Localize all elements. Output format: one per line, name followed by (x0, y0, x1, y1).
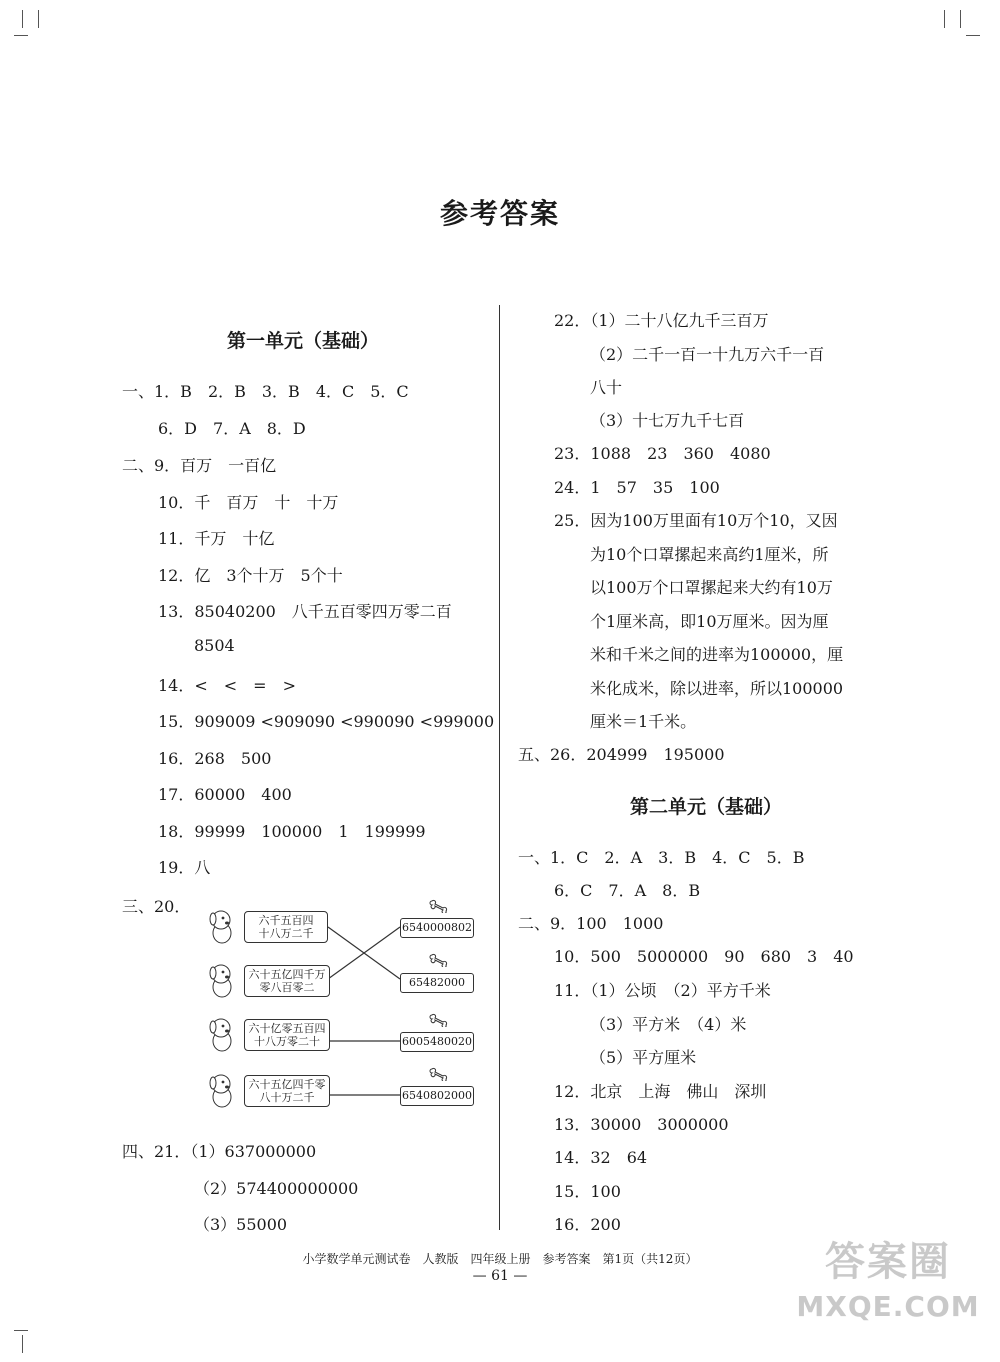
answer-line: 16．200 (554, 1215, 621, 1234)
answer-line: 14．32 64 (554, 1148, 648, 1167)
number-words-box: 六十五亿四千零 八十万二千 (244, 1075, 330, 1107)
answer-line: 个1厘米高，即10万厘米。因为厘 (590, 612, 829, 631)
crop-mark (960, 10, 961, 28)
answer-line: 23．1088 23 360 4080 (554, 444, 771, 463)
number-box: 6540802000 (400, 1086, 474, 1106)
number-words-box: 六千五百四 十八万二千 (244, 911, 328, 943)
crop-mark (38, 10, 39, 28)
answer-line: 一、1．C 2．A 3．B 4．C 5．B (518, 848, 805, 867)
answer-line: 22．（1）二十八亿九千三百万 (554, 311, 769, 330)
answer-line: 14．< < = > (158, 676, 296, 695)
answer-line: 一、1．B 2．B 3．B 4．C 5．C (122, 382, 409, 401)
answer-line: 12．北京 上海 佛山 深圳 (554, 1082, 767, 1101)
answer-line: 米和千米之间的进率为100000，厘 (590, 645, 844, 664)
column-divider (499, 305, 500, 1230)
answer-line: 6．C 7．A 8．B (554, 881, 701, 900)
unit2-title: 第二单元（基础） (629, 796, 782, 818)
answer-line: 10．500 5000000 90 680 3 40 (554, 947, 854, 966)
answer-line: 25．因为100万里面有10万个10，又因 (554, 511, 838, 530)
crop-mark (22, 10, 23, 28)
answer-line: 19．八 (158, 858, 211, 877)
crop-mark (944, 10, 945, 28)
matching-figure (200, 893, 490, 1123)
answer-line: 17．60000 400 (158, 785, 292, 804)
answer-line: 8504 (194, 636, 235, 655)
answer-line: 以100万个口罩摞起来大约有10万 (590, 578, 833, 597)
answer-line: 15．909009 <909090 <990090 <999000 (158, 712, 495, 731)
answer-line: 15．100 (554, 1182, 621, 1201)
crop-mark (14, 1330, 28, 1331)
answer-line: 二、9．百万 一百亿 (122, 456, 277, 475)
crop-mark (966, 35, 980, 36)
unit1-title: 第一单元（基础） (226, 330, 379, 352)
bone-icon (428, 1013, 450, 1027)
answer-line: 16．268 500 (158, 749, 272, 768)
dog-icon (206, 909, 238, 945)
answer-line: 厘米＝1千米。 (590, 712, 697, 731)
answer-line: 米化成米，除以进率，所以100000 (590, 679, 844, 698)
answer-line: 八十 (590, 378, 623, 397)
crop-mark (22, 1335, 23, 1353)
answer-line: 6．D 7．A 8．D (158, 419, 306, 438)
answer-line: 二、9．100 1000 (518, 914, 664, 933)
answer-line: 四、21．（1）637000000 (122, 1142, 317, 1161)
answer-line: 18．99999 100000 1 199999 (158, 822, 426, 841)
answer-line: 三、20． (122, 897, 191, 916)
crop-mark (14, 35, 28, 36)
dog-icon (206, 963, 238, 999)
bone-icon (428, 899, 450, 913)
number-box: 6005480020 (400, 1032, 474, 1052)
number-box: 6540000802 (400, 918, 474, 938)
page-number: — 61 — (472, 1268, 528, 1284)
bone-icon (428, 1067, 450, 1081)
page-footer: 小学数学单元测试卷 人教版 四年级上册 参考答案 第1页（共12页） (302, 1252, 698, 1266)
answer-line: 11．千万 十亿 (158, 529, 275, 548)
page-title: 参考答案 (439, 197, 560, 230)
answer-line: 五、26．204999 195000 (518, 745, 725, 764)
number-words-box: 六十五亿四千万 零八百零二 (244, 965, 330, 997)
answer-line: 10．千 百万 十 十万 (158, 493, 339, 512)
answer-line: 13．85040200 八千五百零四万零二百 (158, 602, 452, 621)
answer-line: 24．1 57 35 100 (554, 478, 720, 497)
watermark-logo: 答案圈 (825, 1239, 951, 1285)
answer-line: 11．（1）公顷 （2）平方千米 (554, 981, 771, 1000)
answer-line: （5）平方厘米 (590, 1048, 697, 1067)
answer-line: （3）平方米 （4）米 (590, 1015, 747, 1034)
dog-icon (206, 1073, 238, 1109)
dog-icon (206, 1017, 238, 1053)
answer-line: 12．亿 3个十万 5个十 (158, 566, 343, 585)
answer-line: （2）574400000000 (194, 1179, 359, 1198)
answer-line: （3）55000 (194, 1215, 288, 1234)
number-box: 65482000 (400, 973, 474, 993)
answer-line: 为10个口罩摞起来高约1厘米，所 (590, 545, 829, 564)
watermark (788, 1234, 988, 1354)
bone-icon (428, 953, 450, 967)
answer-line: （3）十七万九千七百 (590, 411, 745, 430)
answer-line: 13．30000 3000000 (554, 1115, 729, 1134)
answer-line: （2）二千一百一十九万六千一百 (590, 345, 825, 364)
number-words-box: 六十亿零五百四 十八万零二十 (244, 1019, 330, 1051)
watermark-url: MXQE.COM (796, 1290, 980, 1323)
